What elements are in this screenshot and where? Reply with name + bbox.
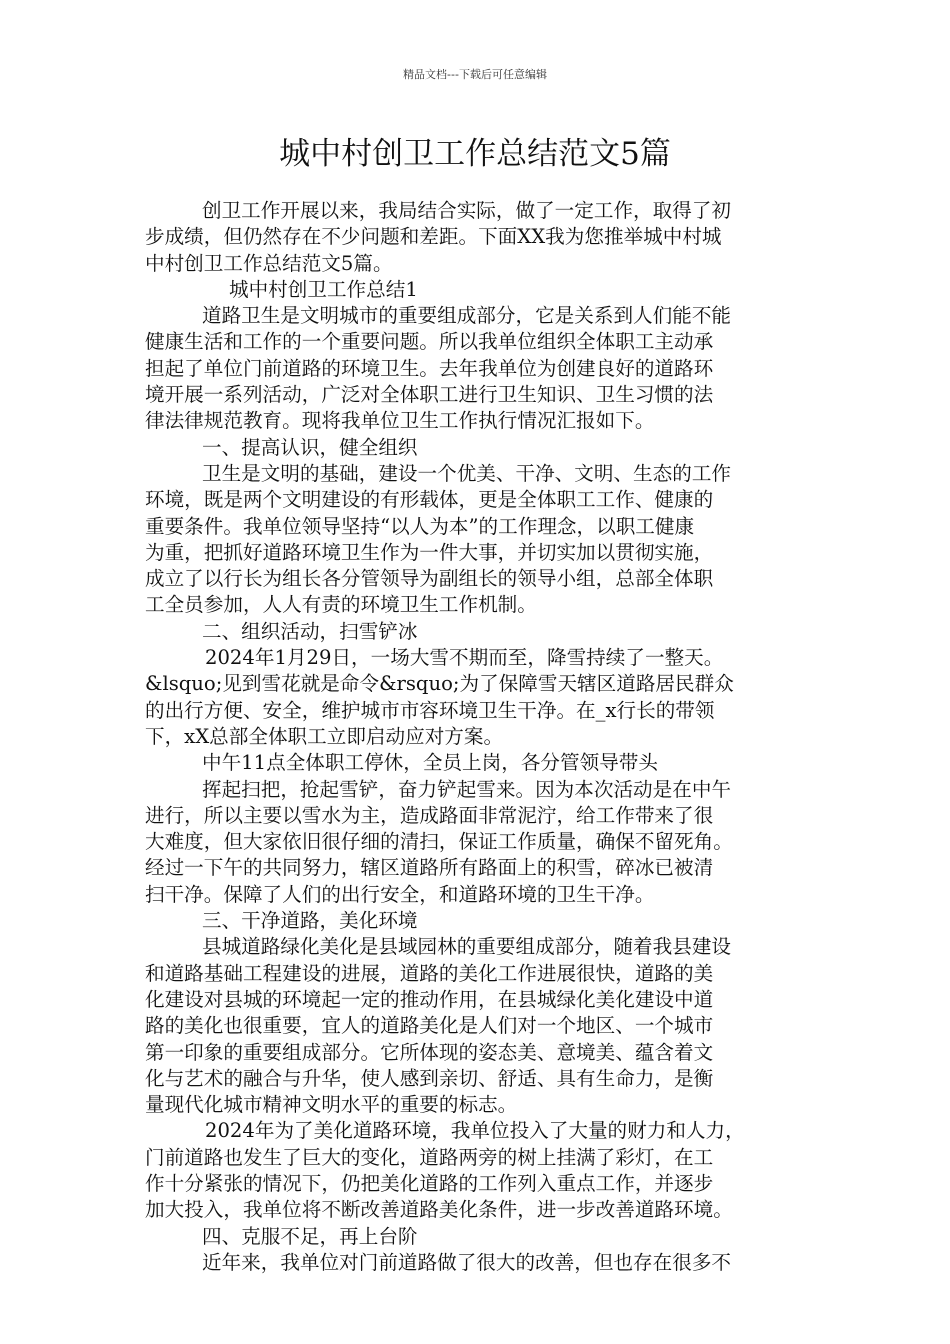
paragraph-line: 第一印象的重要组成部分。它所体现的姿态美、意境美、蕴含着文 <box>145 1040 714 1064</box>
paragraph-line: 工全员参加，人人有责的环境卫生工作机制。 <box>145 593 537 617</box>
paragraph-line: 成立了以行长为组长各分管领导为副组长的领导小组，总部全体职 <box>145 567 714 591</box>
paragraph-line: 挥起扫把，抢起雪铲，奋力铲起雪来。因为本次活动是在中午 <box>202 777 732 801</box>
paragraph-line: 环境，既是两个文明建设的有形载体，更是全体职工工作、健康的 <box>145 488 714 512</box>
paragraph-line: 化与艺术的融合与升华，使人感到亲切、舒适、具有生命力，是衡 <box>145 1066 714 1090</box>
paragraph-line: 的出行方便、安全，维护城市市容环境卫生干净。在_x行长的带领 <box>145 698 715 722</box>
section-heading: 二、组织活动，扫雪铲冰 <box>202 619 418 643</box>
paragraph-line: 大难度，但大家依旧很仔细的清扫，保证工作质量，确保不留死角。 <box>145 830 733 854</box>
document-body <box>145 198 810 1276</box>
paragraph-line: &lsquo;见到雪花就是命令&rsquo;为了保障雪天辖区道路居民群众 <box>145 672 734 696</box>
paragraph-line: 扫干净。保障了人们的出行安全，和道路环境的卫生干净。 <box>145 882 655 906</box>
paragraph-line: 县城道路绿化美化是县域园林的重要组成部分，随着我县建设 <box>202 935 732 959</box>
paragraph-line: 加大投入，我单位将不断改善道路美化条件，进一步改善道路环境。 <box>145 1198 733 1222</box>
paragraph-line: 下，xX总部全体职工立即启动应对方案。 <box>145 724 504 748</box>
paragraph-line: 创卫工作开展以来，我局结合实际，做了一定工作，取得了初 <box>202 199 732 222</box>
paragraph-line: 为重，把抓好道路环境卫生作为一件大事，并切实加以贯彻实施， <box>145 540 714 564</box>
paragraph-line: 进行，所以主要以雪水为主，造成路面非常泥泞，给工作带来了很 <box>145 803 714 827</box>
paragraph-line: 重要条件。我单位领导坚持“以人为本”的工作理念，以职工健康 <box>145 514 695 538</box>
paragraph-line: 卫生是文明的基础，建设一个优美、干净、文明、生态的工作 <box>202 461 732 485</box>
paragraph-line: 路的美化也很重要，宜人的道路美化是人们对一个地区、一个城市 <box>145 1014 714 1038</box>
paragraph-line: 担起了单位门前道路的环境卫生。去年我单位为创建良好的道路环 <box>145 356 714 380</box>
section-title: 城中村创卫工作总结1 <box>229 277 418 301</box>
paragraph-line: 2024年1月29日，一场大雪不期而至，降雪持续了一整天。 <box>205 646 724 670</box>
section-heading: 四、克服不足，再上台阶 <box>202 1224 418 1248</box>
paragraph-line: 健康生活和工作的一个重要问题。所以我单位组织全体职工主动承 <box>145 330 714 354</box>
paragraph-line: 近年来，我单位对门前道路做了很大的改善，但也存在很多不 <box>202 1250 732 1274</box>
paragraph-line: 和道路基础工程建设的进展，道路的美化工作进展很快，道路的美 <box>145 961 714 985</box>
paragraph-line: 2024年为了美化道路环境，我单位投入了大量的财力和人力， <box>205 1119 745 1143</box>
paragraph-line: 量现代化城市精神文明水平的重要的标志。 <box>145 1093 518 1117</box>
section-heading: 一、提高认识，健全组织 <box>202 435 418 459</box>
paragraph-line: 作十分紧张的情况下，仍把美化道路的工作列入重点工作，并逐步 <box>145 1171 714 1195</box>
paragraph-line: 律法律规范教育。现将我单位卫生工作执行情况汇报如下。 <box>145 409 655 433</box>
section-heading: 三、干净道路，美化环境 <box>202 909 418 933</box>
document-title: 城中村创卫工作总结范文5篇 <box>279 136 671 172</box>
paragraph-line: 经过一下午的共同努力，辖区道路所有路面上的积雪，碎冰已被清 <box>145 856 714 880</box>
page-header: 精品文档---下载后可任意编辑 <box>403 68 547 81</box>
paragraph-line: 中村创卫工作总结范文5篇。 <box>145 251 393 275</box>
paragraph-line: 步成绩，但仍然存在不少问题和差距。下面XX我为您推举城中村城 <box>145 225 722 249</box>
paragraph-line: 门前道路也发生了巨大的变化，道路两旁的树上挂满了彩灯，在工 <box>145 1145 714 1169</box>
paragraph-line: 化建设对县城的环境起一定的推动作用，在县城绿化美化建设中道 <box>145 987 714 1011</box>
paragraph-line: 境开展一系列活动，广泛对全体职工进行卫生知识、卫生习惯的法 <box>145 383 714 407</box>
paragraph-line: 道路卫生是文明城市的重要组成部分，它是关系到人们能不能 <box>202 304 732 328</box>
paragraph-line: 中午11点全体职工停休，全员上岗，各分管领导带头 <box>202 751 658 775</box>
